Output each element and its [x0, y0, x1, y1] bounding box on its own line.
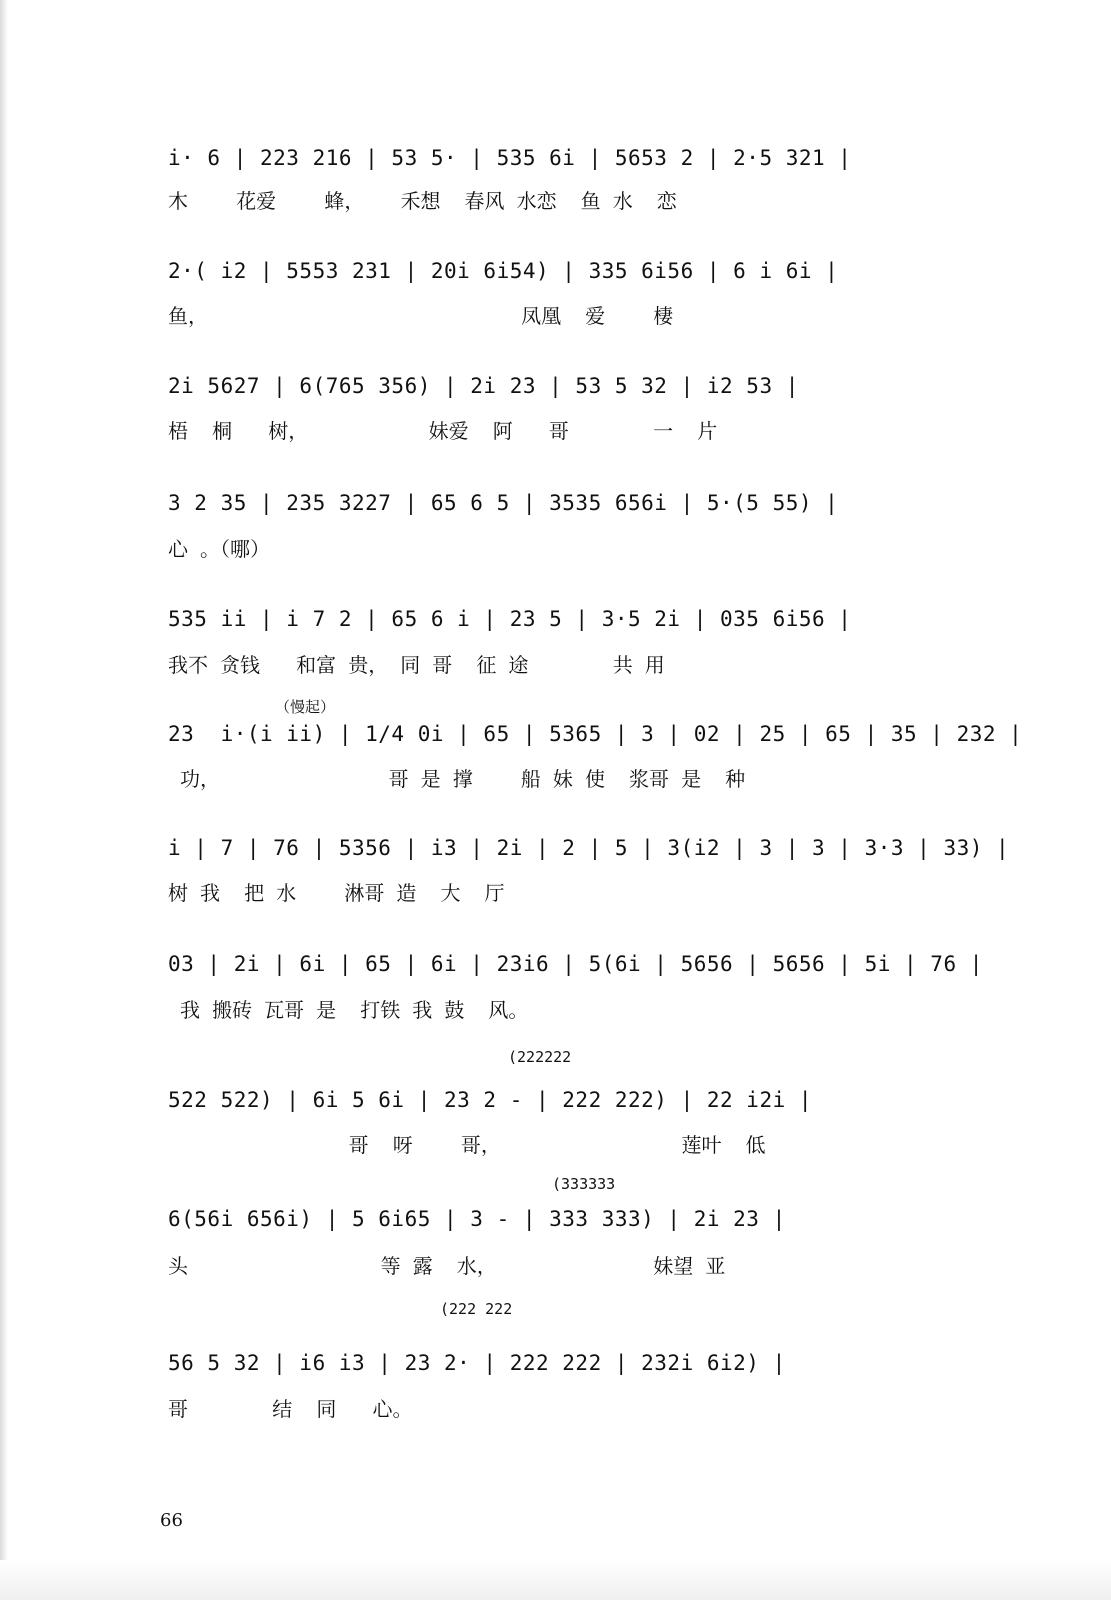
notation-line-11: 56 5 32 | i6 i3 | 23 2· | 222 222 | 232i 6i2) |	[168, 1351, 786, 1375]
notation-line-3: 2i 5627 | 6(765 356) | 2i 23 | 53 5 32 | i2 53 |	[168, 374, 799, 398]
scan-shadow-bottom	[0, 1560, 1111, 1600]
notation-line-10: 6(56i 656i) | 5 6i65 | 3 - | 333 333) | 2i 23 |	[168, 1207, 786, 1231]
notation-line-1: i· 6 | 223 216 | 53 5· | 535 6i | 5653 2 | 2·5 321 |	[168, 146, 852, 170]
lyric-line-6: 功， 哥 是 撑 船 妹 使 浆哥 是 种	[168, 767, 746, 791]
grace-note-row: (333333	[552, 1175, 616, 1193]
notation-line-7: i | 7 | 76 | 5356 | i3 | 2i | 2 | 5 | 3(i2 | 3 | 3 | 3·3 | 33) |	[168, 836, 1010, 860]
page-number: 66	[160, 1510, 183, 1531]
lyric-line-2: 鱼， 凤凰 爱 棲	[168, 304, 674, 328]
tempo-mark: （慢起）	[275, 698, 336, 716]
notation-line-4: 3 2 35 | 235 3227 | 65 6 5 | 3535 656i | 5·(5 55) |	[168, 491, 839, 515]
notation-line-9: 522 522) | 6i 5 6i | 23 2 - | 222 222) | 22 i2i |	[168, 1088, 813, 1112]
lyric-line-9: 哥 呀 哥， 莲叶 低	[168, 1133, 766, 1157]
lyric-line-5: 我不 贪钱 和富 贵， 同 哥 征 途 共 用	[168, 653, 665, 677]
notation-line-2: 2·( i2 | 5553 231 | 20i 6i54) | 335 6i56 | 6 i 6i |	[168, 259, 839, 283]
scan-shadow-left	[0, 0, 8, 1600]
lyric-line-4: 心 。（哪）	[168, 537, 271, 561]
lyric-line-7: 树 我 把 水 淋哥 造 大 厅	[168, 881, 505, 905]
grace-note-row: (222 222	[440, 1300, 513, 1318]
lyric-line-1: 木 花爱 蜂， 禾想 春风 水恋 鱼 水 恋	[168, 189, 677, 213]
lyric-line-10: 头 等 露 水， 妹望 亚	[168, 1254, 726, 1278]
notation-line-5: 535 ii | i 7 2 | 65 6 i | 23 5 | 3·5 2i | 035 6i56 |	[168, 607, 852, 631]
lyric-line-8: 我 搬砖 瓦哥 是 打铁 我 鼓 风。	[168, 998, 529, 1022]
notation-line-8: 03 | 2i | 6i | 65 | 6i | 23i6 | 5(6i | 5656 | 5656 | 5i | 76 |	[168, 952, 983, 976]
lyric-line-11: 哥 结 同 心。	[168, 1397, 413, 1421]
lyric-line-3: 梧 桐 树， 妹爱 阿 哥 一 片	[168, 419, 718, 443]
grace-note-row: (222222	[508, 1048, 572, 1066]
notation-line-6: 23 i·(i ii) | 1/4 0i | 65 | 5365 | 3 | 02 | 25 | 65 | 35 | 232 |	[168, 722, 1023, 746]
